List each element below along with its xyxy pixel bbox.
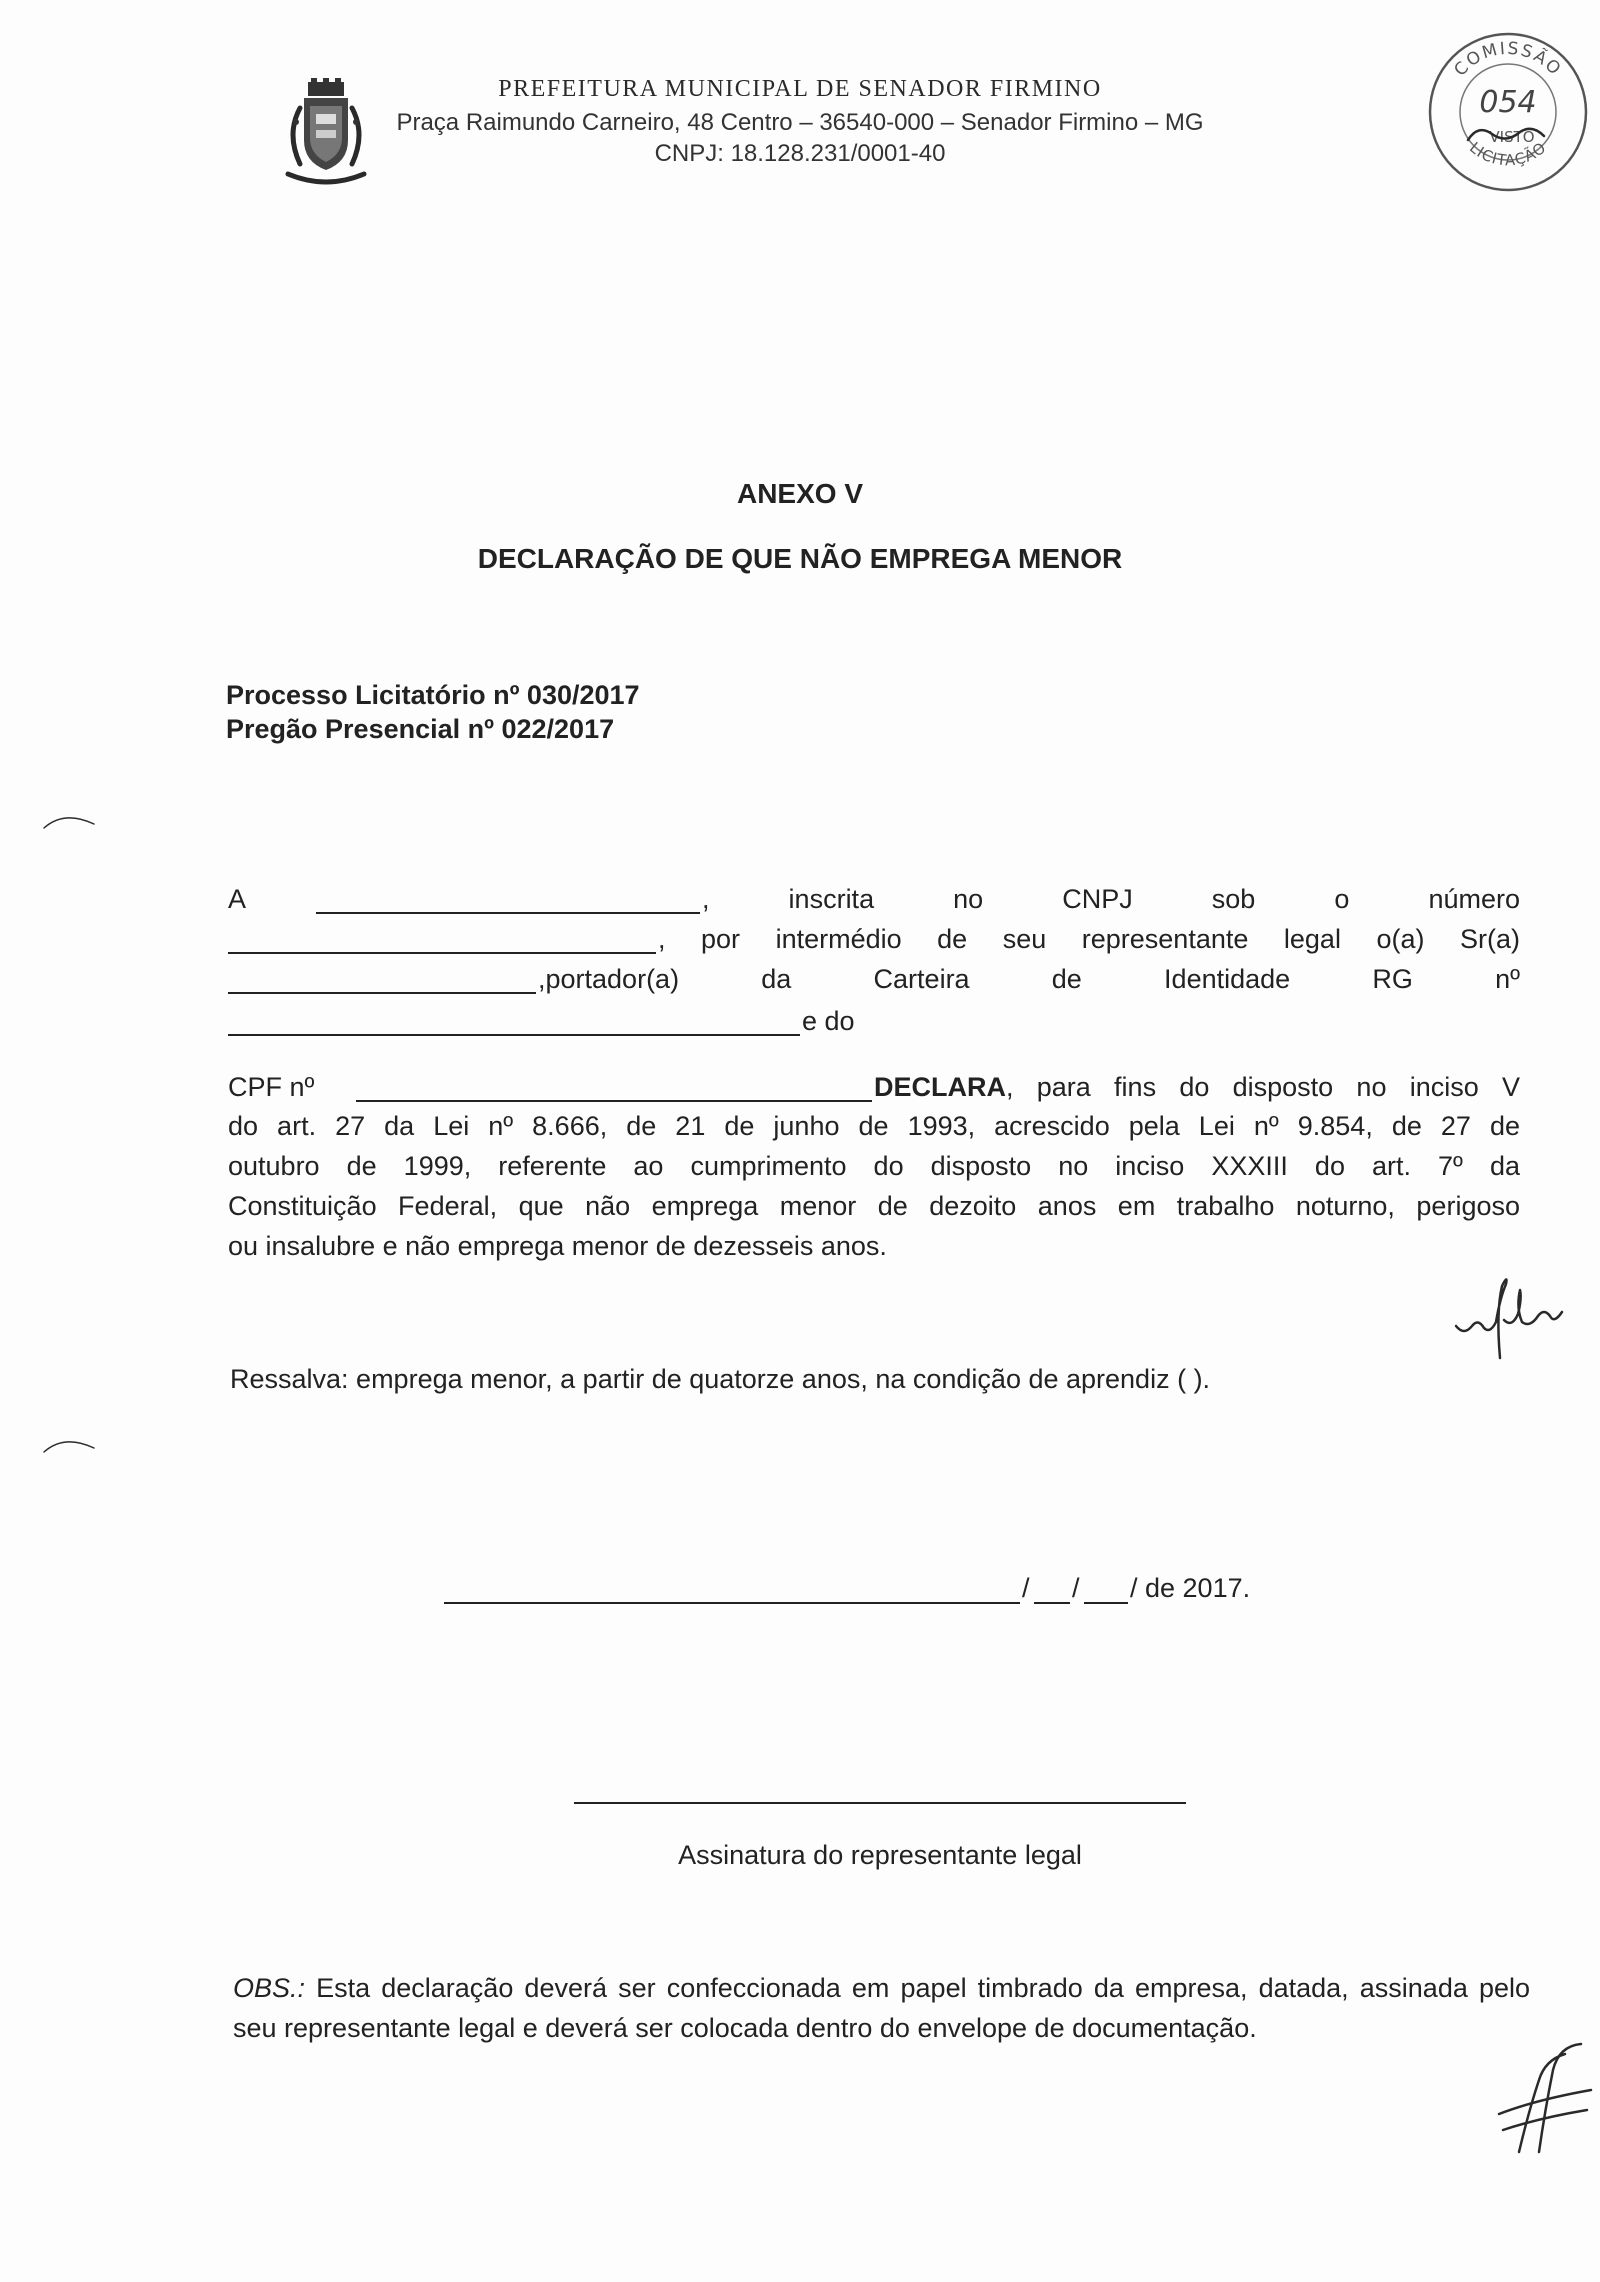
header-cnpj: CNPJ: 18.128.231/0001-40 [654, 140, 946, 167]
declaration-line: ou insalubre e não emprega menor de dezesseis anos. [228, 1231, 887, 1261]
process-number: Processo Licitatório nº 030/2017 [226, 680, 640, 710]
signature-caption: Assinatura do representante legal [678, 1840, 1082, 1870]
pregao-number: Pregão Presencial nº 022/2017 [226, 714, 615, 744]
declaration-line: do art. 27 da Lei nº 8.666, de 21 de junho de 1993, acrescido pela Lei nº 9.854, de 27 de [228, 1111, 1520, 1141]
rg-label: ,portador(a) da Carteira de Identidade RG nº [538, 964, 1520, 994]
declaration-first-line-rest: , para fins do disposto no inciso V [1006, 1072, 1520, 1102]
date-separator: / [1022, 1573, 1030, 1603]
handwritten-initials-icon [1450, 1268, 1580, 1368]
place-field[interactable] [444, 1602, 1020, 1604]
field-a-label: A [228, 884, 247, 914]
stamp-number: 054 [1479, 85, 1537, 120]
date-separator: / [1072, 1573, 1080, 1603]
annex-title: ANEXO V [736, 478, 864, 509]
scan-mark [40, 806, 100, 836]
representative-name-field[interactable] [228, 992, 536, 994]
day-field[interactable] [1034, 1602, 1070, 1604]
cnpj-number-field[interactable] [228, 952, 656, 954]
header-title: PREFEITURA MUNICIPAL DE SENADOR FIRMINO [498, 76, 1102, 102]
year-text: / de 2017. [1130, 1573, 1251, 1603]
declaration-line: Constituição Federal, que não emprega menor de dezoito anos em trabalho noturno, perigoso [228, 1191, 1520, 1221]
obs-paragraph [233, 1968, 1530, 2048]
handwritten-rubric-icon [1495, 2040, 1595, 2160]
commission-stamp [1420, 20, 1595, 195]
declaration-first-line [874, 1072, 1520, 1103]
obs-text: Esta declaração deverá ser confeccionada em papel timbrado da empresa, datada, assinada pelo seu representante legal e deverá ser colocada dentro do envelope de documentação. [233, 1973, 1530, 2043]
company-name-field[interactable] [316, 912, 700, 914]
month-field[interactable] [1084, 1602, 1128, 1604]
ressalva-text: Ressalva: emprega menor, a partir de quatorze anos, na condição de aprendiz ( ). [230, 1364, 1211, 1394]
cpf-number-field[interactable] [356, 1100, 872, 1102]
scan-mark [40, 1430, 100, 1460]
cpf-label: CPF nº [228, 1072, 315, 1102]
signature-field[interactable] [574, 1802, 1186, 1804]
stamp-bottom-text: LICITAÇÃO [1466, 138, 1550, 170]
stamp-middle-text: VISTO [1489, 128, 1535, 146]
declaration-title: DECLARAÇÃO DE QUE NÃO EMPREGA MENOR [477, 543, 1123, 574]
obs-label: OBS.: [233, 1973, 306, 2003]
declaration-line: outubro de 1999, referente ao cumprimento do disposto no inciso XXXIII do art. 7º da [228, 1151, 1520, 1181]
rg-number-field[interactable] [228, 1034, 800, 1036]
and-cpf-label: e do [802, 1006, 855, 1036]
declara-keyword: DECLARA [874, 1072, 1006, 1102]
representative-label: , por intermédio de seu representante legal o(a) Sr(a) [658, 924, 1520, 954]
header-address: Praça Raimundo Carneiro, 48 Centro – 36540-000 – Senador Firmino – MG [396, 109, 1204, 136]
stamp-top-text: COMISSÃO [1450, 38, 1566, 81]
cnpj-number-label: , inscrita no CNPJ sob o número [702, 884, 1520, 914]
